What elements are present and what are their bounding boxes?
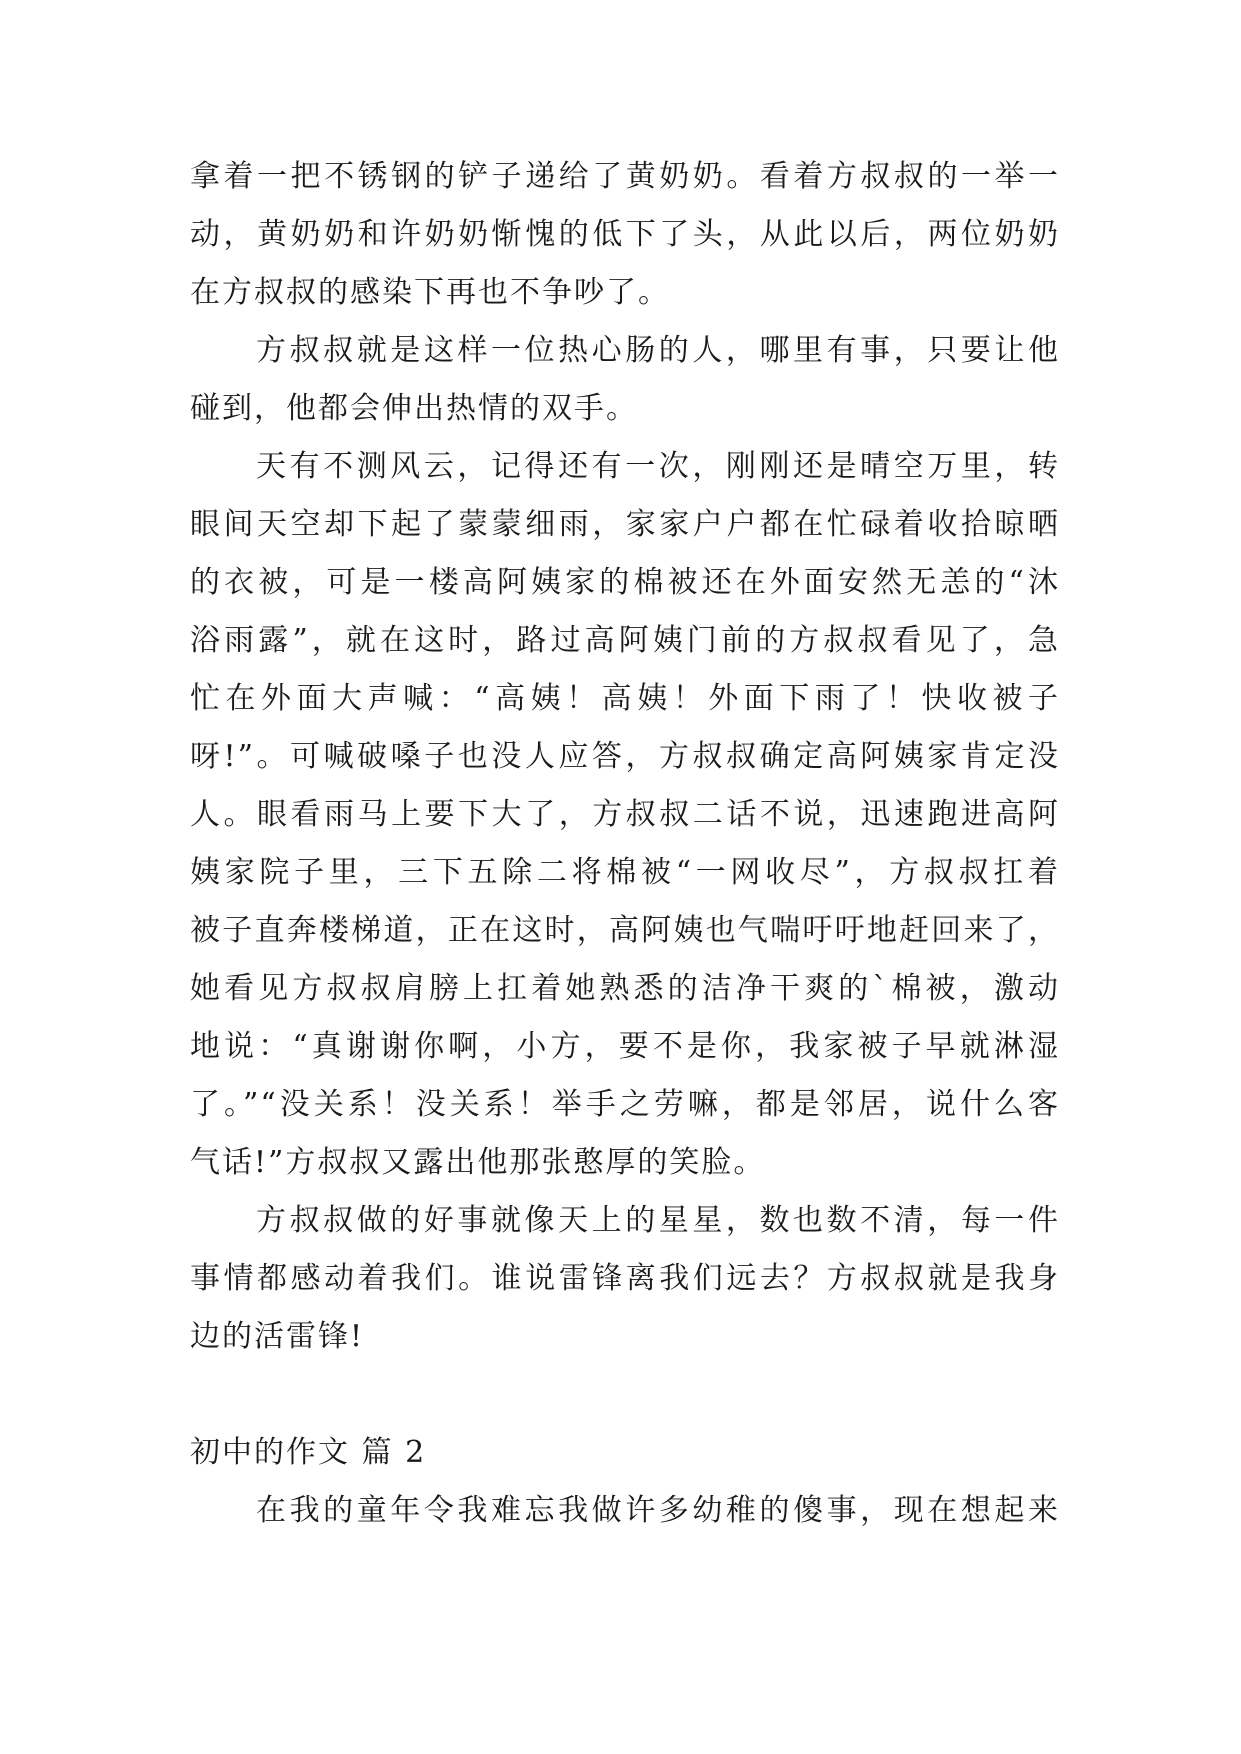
paragraph-3-line-2: 眼间天空却下起了蒙蒙细雨，家家户户都在忙碌着收拾晾晒 <box>190 507 1060 542</box>
paragraph-3-line-9: 被子直奔楼梯道，正在这时，高阿姨也气喘吁吁地赶回来了， <box>190 913 1060 948</box>
paragraph-3-line-4: 浴雨露”，就在这时，路过高阿姨门前的方叔叔看见了，急 <box>190 623 1060 658</box>
paragraph-4-line-2: 事情都感动着我们。谁说雷锋离我们远去？方叔叔就是我身 <box>190 1261 1060 1296</box>
paragraph-1-line-2: 动，黄奶奶和许奶奶惭愧的低下了头，从此以后，两位奶奶 <box>190 217 1060 252</box>
paragraph-2-line-2: 碰到，他都会伸出热情的双手。 <box>190 391 638 426</box>
paragraph-3-line-6: 呀!”。可喊破嗓子也没人应答，方叔叔确定高阿姨家肯定没 <box>190 739 1060 774</box>
section-first-line: 在我的童年令我难忘我做许多幼稚的傻事，现在想起来 <box>256 1493 1060 1528</box>
paragraph-3-line-10: 她看见方叔叔肩膀上扛着她熟悉的洁净干爽的`棉被，激动 <box>190 971 1060 1006</box>
paragraph-4-line-1: 方叔叔做的好事就像天上的星星，数也数不清，每一件 <box>256 1203 1060 1238</box>
section-gap <box>190 1366 1060 1424</box>
paragraph-2-line-1: 方叔叔就是这样一位热心肠的人，哪里有事，只要让他 <box>256 333 1060 368</box>
paragraph-1-line-1: 拿着一把不锈钢的铲子递给了黄奶奶。看着方叔叔的一举一 <box>190 159 1060 194</box>
paragraph-1-line-3: 在方叔叔的感染下再也不争吵了。 <box>190 275 670 310</box>
paragraph-3-line-1: 天有不测风云，记得还有一次，刚刚还是晴空万里，转 <box>256 449 1060 484</box>
paragraph-3-line-5: 忙在外面大声喊：“高姨！高姨！外面下雨了！快收被子 <box>190 681 1060 716</box>
paragraph-4-line-3: 边的活雷锋! <box>190 1319 365 1354</box>
essay-body <box>190 148 1060 1540</box>
paragraph-3-line-11: 地说：“真谢谢你啊，小方，要不是你，我家被子早就淋湿 <box>190 1029 1060 1064</box>
paragraph-3-line-8: 姨家院子里，三下五除二将棉被“一网收尽”，方叔叔扛着 <box>190 855 1060 890</box>
paragraph-3-line-7: 人。眼看雨马上要下大了，方叔叔二话不说，迅速跑进高阿 <box>190 797 1060 832</box>
paragraph-3-line-3: 的衣被，可是一楼高阿姨家的棉被还在外面安然无恙的“沐 <box>190 565 1060 600</box>
paragraph-3-line-12: 了。”“没关系！没关系！举手之劳嘛，都是邻居，说什么客 <box>190 1087 1060 1122</box>
section-heading: 初中的作文 篇 2 <box>190 1435 427 1470</box>
paragraph-3-line-13: 气话!”方叔叔又露出他那张憨厚的笑脸。 <box>190 1145 766 1180</box>
